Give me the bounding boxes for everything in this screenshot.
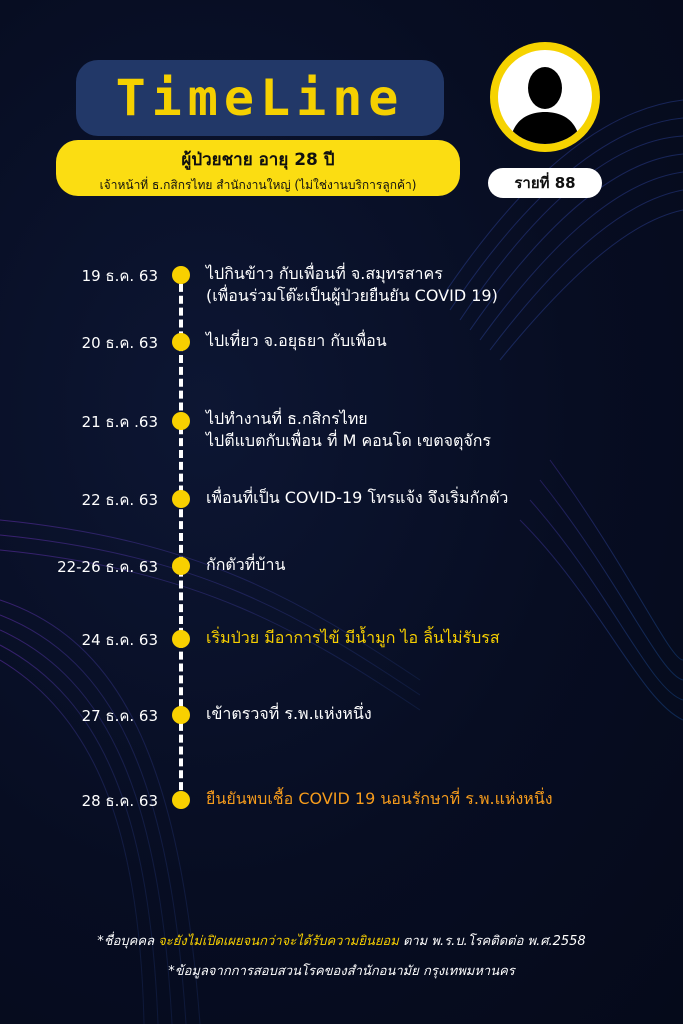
timeline-dot bbox=[172, 557, 190, 575]
timeline-event-text: ไปเที่ยว จ.อยุธยา กับเพื่อน bbox=[206, 331, 387, 350]
timeline-date: 24 ธ.ค. 63 bbox=[81, 631, 158, 649]
timeline-date: 27 ธ.ค. 63 bbox=[81, 707, 158, 725]
timeline-date: 21 ธ.ค .63 bbox=[81, 413, 158, 431]
footer-highlight-text: จะยังไม่เปิดเผยจนกว่าจะได้รับความยินยอม bbox=[158, 934, 399, 949]
patient-description: ผู้ป่วยชาย อายุ 28 ปี bbox=[181, 150, 335, 170]
footer-text: *ชื่อบุคคล bbox=[97, 934, 159, 949]
footer-note-privacy bbox=[0, 930, 683, 951]
case-number-badge: รายที่ 88 bbox=[488, 168, 602, 198]
timeline-dot bbox=[172, 333, 190, 351]
patient-occupation: เจ้าหน้าที่ ธ.กสิกรไทย สำนักงานใหญ่ (ไม่ใช่งานบริการลูกค้า) bbox=[99, 178, 417, 192]
timeline-dot bbox=[172, 266, 190, 284]
timeline-event-text: เพื่อนที่เป็น COVID-19 โทรแจ้ง จึงเริ่มกักตัว bbox=[206, 488, 509, 507]
footer-text: ตาม พ.ร.บ.โรคติดต่อ พ.ศ.2558 bbox=[398, 934, 586, 949]
page-title: TimeLine bbox=[115, 69, 405, 127]
timeline-date: 19 ธ.ค. 63 bbox=[81, 267, 158, 285]
person-silhouette-icon bbox=[498, 50, 592, 144]
timeline-event-text: เริ่มป่วย มีอาการไข้ มีน้ำมูก ไอ ลิ้นไม่รับรส bbox=[206, 628, 500, 647]
timeline-dot bbox=[172, 706, 190, 724]
timeline-event-text: ไปทำงานที่ ธ.กสิกรไทย bbox=[206, 409, 368, 428]
timeline-event-text: กักตัวที่บ้าน bbox=[206, 555, 286, 574]
timeline-date: 28 ธ.ค. 63 bbox=[81, 792, 158, 810]
timeline-event-text: เข้าตรวจที่ ร.พ.แห่งหนึ่ง bbox=[206, 704, 372, 723]
timeline-event-text: ไปตีแบตกับเพื่อน ที่ M คอนโด เขตจตุจักร bbox=[206, 431, 492, 450]
timeline-dot bbox=[172, 412, 190, 430]
timeline-date: 20 ธ.ค. 63 bbox=[81, 334, 158, 352]
footer-note-source: *ข้อมูลจากการสอบสวนโรคของสำนักอนามัย กรุงเทพมหานคร bbox=[168, 964, 515, 979]
timeline-event-text: ไปกินข้าว กับเพื่อนที่ จ.สมุทรสาคร bbox=[206, 264, 443, 283]
timeline-dot bbox=[172, 630, 190, 648]
timeline-event-text: ยืนยันพบเชื้อ COVID 19 นอนรักษาที่ ร.พ.แห่งหนึ่ง bbox=[206, 789, 553, 808]
avatar bbox=[490, 42, 600, 152]
timeline-dot bbox=[172, 791, 190, 809]
timeline-event-text: (เพื่อนร่วมโต๊ะเป็นผู้ป่วยยืนยัน COVID 19) bbox=[206, 286, 498, 305]
timeline-dot bbox=[172, 490, 190, 508]
patient-info-banner bbox=[56, 140, 460, 196]
timeline-date: 22-26 ธ.ค. 63 bbox=[57, 558, 158, 576]
title-banner bbox=[76, 60, 444, 136]
timeline-date: 22 ธ.ค. 63 bbox=[81, 491, 158, 509]
